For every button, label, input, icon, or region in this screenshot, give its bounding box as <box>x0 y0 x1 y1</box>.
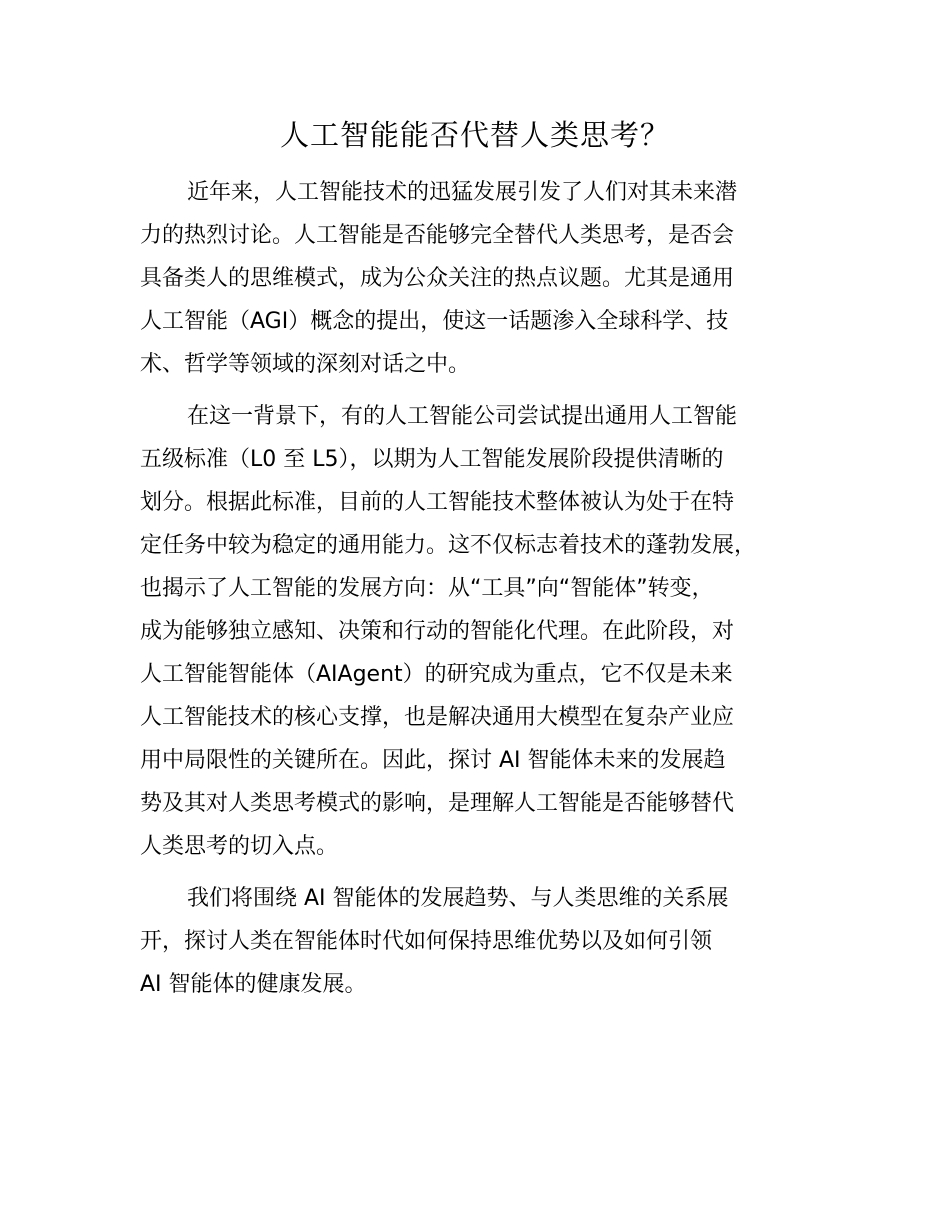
paragraph-line: 术、哲学等领域的深刻对话之中。 <box>140 352 471 377</box>
paragraph-line: 我们将围绕 AI 智能体的发展趋势、与人类思维的关系展 <box>187 886 729 911</box>
paragraph-line: 划分。根据此标准，目前的人工智能技术整体被认为处于在特 <box>140 490 735 515</box>
paragraph-line: 人工智能（AGI）概念的提出，使这一话题渗入全球科学、技 <box>140 309 729 334</box>
paragraph-line: 人类思考的切入点。 <box>140 834 339 859</box>
paragraph-line: 开，探讨人类在智能体时代如何保持思维优势以及如何引领 <box>140 929 713 954</box>
paragraph-line: 五级标准（L0 至 L5），以期为人工智能发展阶段提供清晰的 <box>140 447 724 472</box>
document-body <box>140 171 830 1015</box>
paragraph-line: 人工智能技术的核心支撑，也是解决通用大模型在复杂产业应 <box>140 705 735 730</box>
paragraph-line: 具备类人的思维模式，成为公众关注的热点议题。尤其是通用 <box>140 266 735 291</box>
paragraph-line: 在这一背景下，有的人工智能公司尝试提出通用人工智能 <box>187 404 738 429</box>
paragraph-1 <box>140 171 830 386</box>
paragraph-3 <box>140 877 830 1006</box>
paragraph-line: 成为能够独立感知、决策和行动的智能化代理。在此阶段，对 <box>140 619 735 644</box>
paragraph-line: 定任务中较为稳定的通用能力。这不仅标志着技术的蓬勃发展， <box>140 533 757 558</box>
paragraph-line: 力的热烈讨论。人工智能是否能够完全替代人类思考，是否会 <box>140 223 735 248</box>
document-title: 人工智能能否代替人类思考？ <box>279 118 670 152</box>
paragraph-line: 势及其对人类思考模式的影响，是理解人工智能是否能够替代 <box>140 791 735 816</box>
paragraph-line: 人工智能智能体（AIAgent）的研究成为重点，它不仅是未来 <box>140 662 733 687</box>
paragraph-line: AI 智能体的健康发展。 <box>140 972 367 997</box>
paragraph-2 <box>140 395 830 868</box>
paragraph-line: 也揭示了人工智能的发展方向：从“工具”向“智能体”转变， <box>140 576 714 601</box>
paragraph-line: 用中局限性的关键所在。因此，探讨 AI 智能体未来的发展趋 <box>140 748 726 773</box>
paragraph-line: 近年来，人工智能技术的迅猛发展引发了人们对其未来潜 <box>187 180 738 205</box>
